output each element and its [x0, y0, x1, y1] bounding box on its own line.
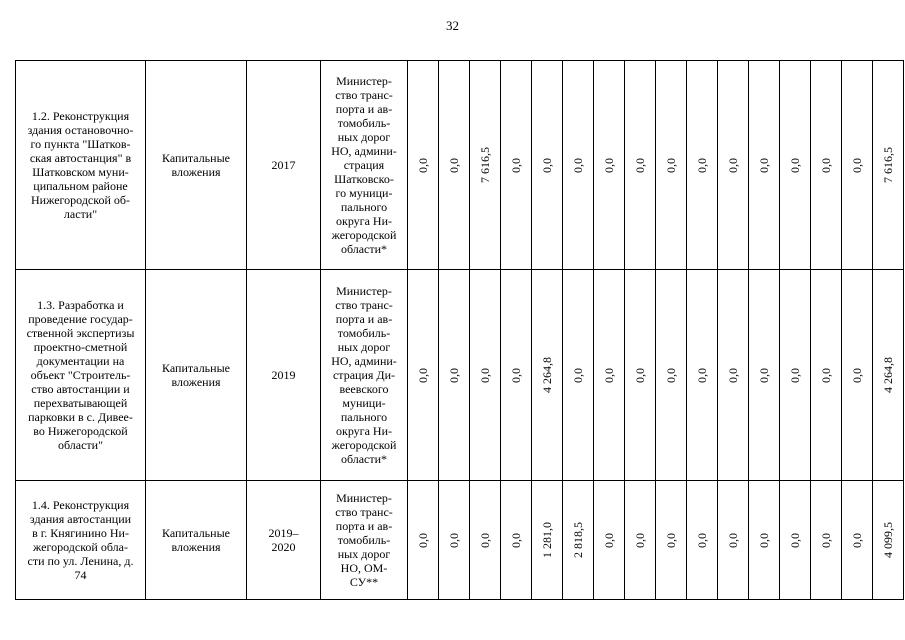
value-text: 0,0: [695, 367, 709, 383]
value-cell: [842, 61, 873, 270]
measure-name-cell: 1.3. Разработка и проведение государ- ственной экспертизы проектно-сметной документации на объект "Строитель- ство автостанции и перехватывающей парковки в с. Дивее- во Нижегородской области": [16, 270, 146, 481]
value-cell: [470, 61, 501, 270]
value-text: 0,0: [757, 367, 771, 383]
value-cell: [656, 61, 687, 270]
table-row: [16, 61, 904, 270]
value-text: 0,0: [726, 532, 740, 548]
value-text: 0,0: [819, 367, 833, 383]
value-cell: [594, 61, 625, 270]
value-cell: [532, 270, 563, 481]
measure-name-cell: 1.4. Реконструкция здания автостанции в г. Княгинино Ни- жегородской обла- сти по ул. Ленина, д. 74: [16, 481, 146, 600]
value-text: 0,0: [850, 532, 864, 548]
value-text: 0,0: [447, 532, 461, 548]
value-cell: [687, 481, 718, 600]
value-text: 0,0: [664, 367, 678, 383]
value-cell: [656, 270, 687, 481]
value-text: 0,0: [788, 157, 802, 173]
value-cell: [439, 270, 470, 481]
year-cell: 2019– 2020: [247, 481, 321, 600]
table-row: [16, 481, 904, 600]
value-cell: [749, 61, 780, 270]
value-cell: [439, 481, 470, 600]
executor-cell: Министер- ство транс- порта и ав- томобиль- ных дорог НО, админи- страция Шатковско- го муници- пального округа Ни- жегородской области*: [321, 61, 408, 270]
value-cell: [842, 270, 873, 481]
value-text: 0,0: [447, 367, 461, 383]
value-cell: [749, 481, 780, 600]
value-cell: [780, 270, 811, 481]
value-text: 0,0: [416, 157, 430, 173]
value-cell: [563, 481, 594, 600]
value-text: 0,0: [633, 157, 647, 173]
value-text: 0,0: [757, 532, 771, 548]
value-text: 0,0: [571, 157, 585, 173]
value-text: 0,0: [509, 532, 523, 548]
value-text: 0,0: [509, 157, 523, 173]
value-cell: [594, 270, 625, 481]
value-text: 0,0: [571, 367, 585, 383]
value-text: 0,0: [850, 367, 864, 383]
value-text: 0,0: [664, 532, 678, 548]
value-cell: [718, 61, 749, 270]
measure-name-cell: 1.2. Реконструкция здания остановочно- го пункта "Шатков- ская автостанция" в Шатковском муни- ципальном районе Нижегородской об- ласти": [16, 61, 146, 270]
value-text: 0,0: [695, 532, 709, 548]
value-text: 0,0: [788, 367, 802, 383]
value-cell: [501, 61, 532, 270]
value-cell: [408, 481, 439, 600]
value-cell: [842, 481, 873, 600]
total-value-cell: [873, 61, 904, 270]
value-text: 0,0: [726, 157, 740, 173]
value-text: 0,0: [602, 367, 616, 383]
value-cell: [408, 61, 439, 270]
value-text: 0,0: [664, 157, 678, 173]
value-text: 0,0: [819, 157, 833, 173]
expense-type-cell: Капитальные вложения: [146, 481, 247, 600]
value-cell: [470, 481, 501, 600]
value-cell: [718, 481, 749, 600]
value-text: 2 818,5: [571, 522, 585, 558]
value-cell: [501, 481, 532, 600]
value-cell: [408, 270, 439, 481]
value-text: 1 281,0: [540, 522, 554, 558]
value-text: 0,0: [602, 532, 616, 548]
budget-table: [15, 60, 904, 600]
value-cell: [625, 61, 656, 270]
value-text: 0,0: [633, 532, 647, 548]
value-cell: [718, 270, 749, 481]
executor-cell: Министер- ство транс- порта и ав- томобиль- ных дорог НО, админи- страция Ди- веевского муници- пального округа Ни- жегородской области*: [321, 270, 408, 481]
value-text: 0,0: [509, 367, 523, 383]
total-value-cell: [873, 270, 904, 481]
value-cell: [780, 61, 811, 270]
value-text: 0,0: [850, 157, 864, 173]
value-text: 0,0: [540, 157, 554, 173]
year-cell: 2017: [247, 61, 321, 270]
value-cell: [749, 270, 780, 481]
value-cell: [687, 61, 718, 270]
value-text: 7 616,5: [478, 147, 492, 183]
value-text: 0,0: [633, 367, 647, 383]
value-text: 7 616,5: [881, 147, 895, 183]
value-cell: [811, 270, 842, 481]
value-text: 0,0: [416, 367, 430, 383]
value-cell: [625, 481, 656, 600]
year-cell: 2019: [247, 270, 321, 481]
value-cell: [780, 481, 811, 600]
value-cell: [563, 61, 594, 270]
value-cell: [656, 481, 687, 600]
value-cell: [594, 481, 625, 600]
value-cell: [532, 61, 563, 270]
value-cell: [811, 481, 842, 600]
table-row: [16, 270, 904, 481]
value-text: 4 099,5: [881, 522, 895, 558]
value-text: 0,0: [447, 157, 461, 173]
value-text: 4 264,8: [881, 357, 895, 393]
expense-type-cell: Капитальные вложения: [146, 270, 247, 481]
value-text: 0,0: [788, 532, 802, 548]
value-text: 0,0: [416, 532, 430, 548]
value-text: 0,0: [757, 157, 771, 173]
value-cell: [687, 270, 718, 481]
value-cell: [501, 270, 532, 481]
value-text: 0,0: [478, 532, 492, 548]
value-cell: [563, 270, 594, 481]
value-text: 0,0: [819, 532, 833, 548]
value-text: 0,0: [726, 367, 740, 383]
page-number: 32: [446, 18, 459, 33]
value-cell: [532, 481, 563, 600]
value-text: 4 264,8: [540, 357, 554, 393]
value-cell: [470, 270, 501, 481]
value-cell: [811, 61, 842, 270]
value-cell: [625, 270, 656, 481]
expense-type-cell: Капитальные вложения: [146, 61, 247, 270]
total-value-cell: [873, 481, 904, 600]
value-text: 0,0: [478, 367, 492, 383]
executor-cell: Министер- ство транс- порта и ав- томобиль- ных дорог НО, ОМ- СУ**: [321, 481, 408, 600]
value-text: 0,0: [695, 157, 709, 173]
value-text: 0,0: [602, 157, 616, 173]
value-cell: [439, 61, 470, 270]
